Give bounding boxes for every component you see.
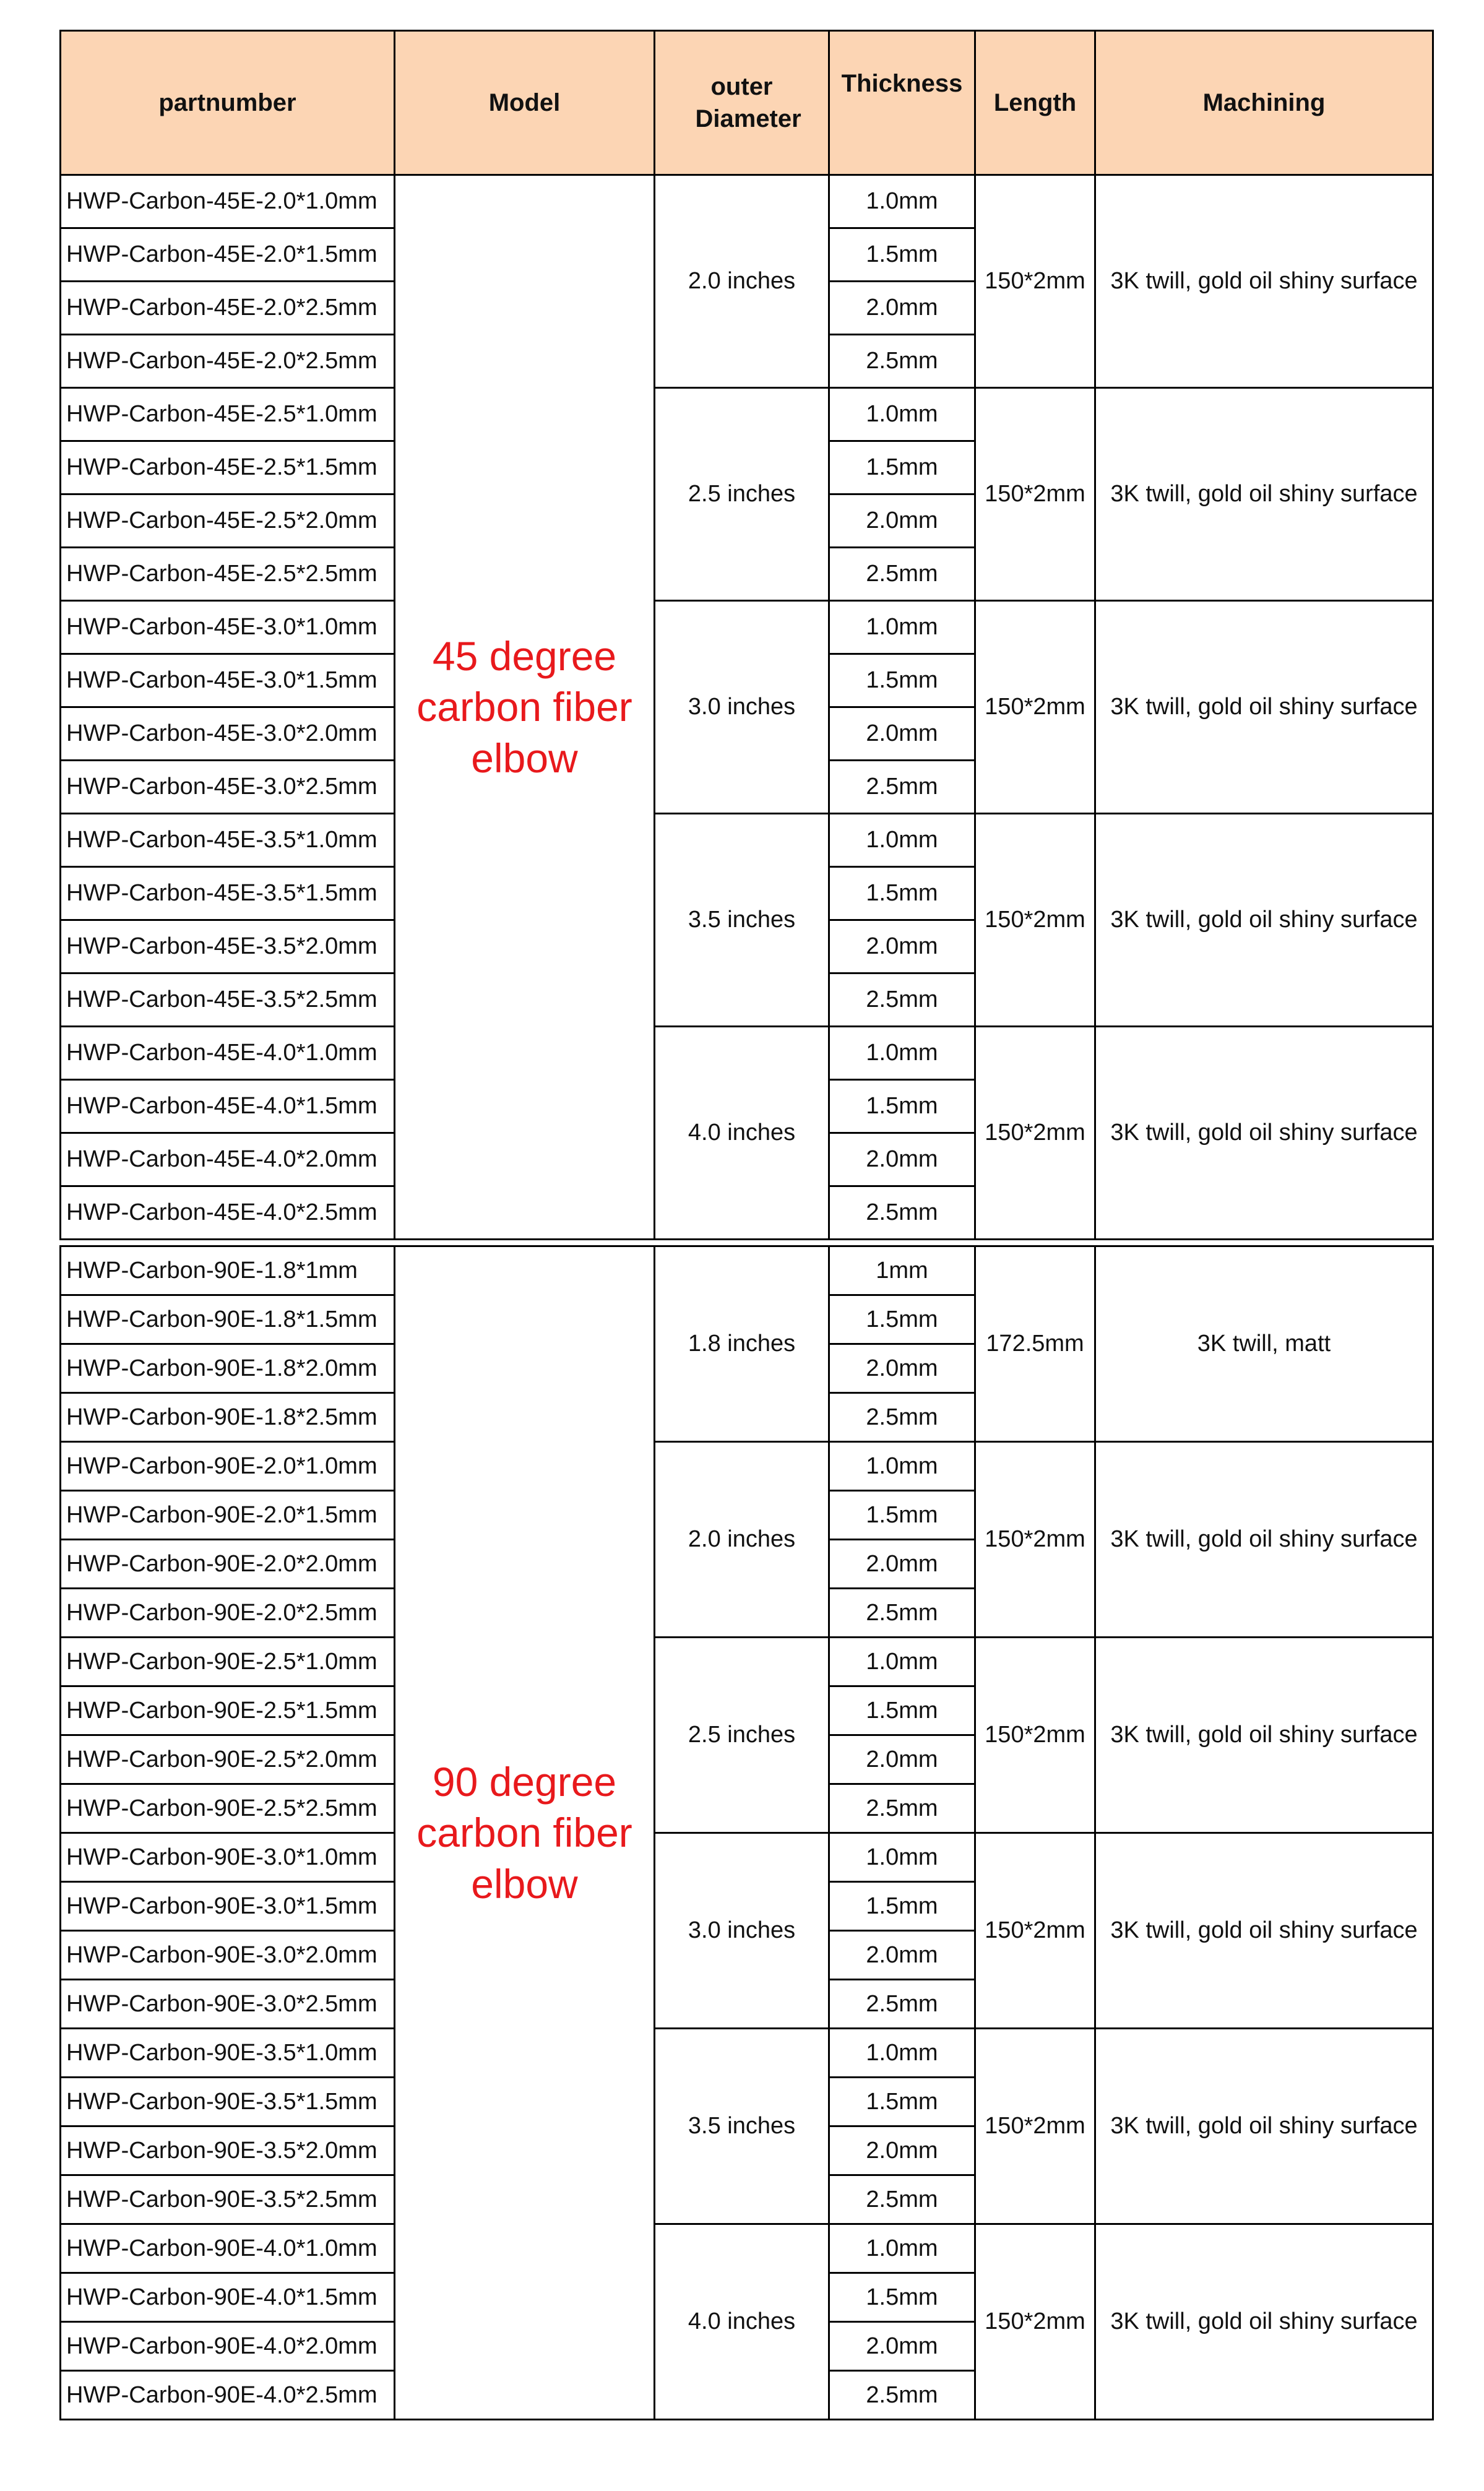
thickness-cell: 2.0mm [829, 1931, 975, 1980]
partnumber-cell: HWP-Carbon-90E-3.0*1.0mm [61, 1833, 395, 1882]
thickness-cell: 2.0mm [829, 1133, 975, 1186]
length-cell: 150*2mm [975, 2224, 1095, 2420]
thickness-cell: 2.5mm [829, 1393, 975, 1442]
partnumber-cell: HWP-Carbon-45E-2.0*2.5mm [61, 335, 395, 388]
length-cell: 150*2mm [975, 1027, 1095, 1240]
thickness-cell: 1mm [829, 1246, 975, 1295]
thickness-cell: 1.5mm [829, 1491, 975, 1540]
partnumber-cell: HWP-Carbon-90E-4.0*1.0mm [61, 2224, 395, 2273]
partnumber-cell: HWP-Carbon-45E-4.0*2.5mm [61, 1186, 395, 1240]
outer-diameter-cell: 4.0 inches [655, 2224, 829, 2420]
partnumber-cell: HWP-Carbon-90E-1.8*2.5mm [61, 1393, 395, 1442]
thickness-cell: 2.5mm [829, 761, 975, 814]
partnumber-cell: HWP-Carbon-90E-3.5*1.5mm [61, 2078, 395, 2126]
section-divider-cell [61, 1240, 1433, 1246]
header-length: Length [975, 31, 1095, 175]
partnumber-cell: HWP-Carbon-90E-1.8*2.0mm [61, 1344, 395, 1393]
thickness-cell: 1.0mm [829, 2029, 975, 2078]
thickness-cell: 2.5mm [829, 1980, 975, 2029]
thickness-cell: 1.5mm [829, 228, 975, 282]
partnumber-cell: HWP-Carbon-90E-3.0*1.5mm [61, 1882, 395, 1931]
thickness-cell: 2.0mm [829, 282, 975, 335]
machining-cell: 3K twill, gold oil shiny surface [1095, 814, 1433, 1027]
table-header [61, 31, 1433, 175]
length-cell: 172.5mm [975, 1246, 1095, 1442]
length-cell: 150*2mm [975, 175, 1095, 388]
partnumber-cell: HWP-Carbon-45E-3.0*2.5mm [61, 761, 395, 814]
partnumber-cell: HWP-Carbon-90E-2.0*1.5mm [61, 1491, 395, 1540]
partnumber-cell: HWP-Carbon-90E-2.0*2.5mm [61, 1589, 395, 1638]
thickness-cell: 2.0mm [829, 2126, 975, 2175]
thickness-cell: 1.0mm [829, 1638, 975, 1686]
thickness-cell: 1.5mm [829, 441, 975, 494]
header-thickness: Thickness [829, 31, 975, 175]
table-row [61, 814, 1433, 867]
table-row [61, 1638, 1433, 1686]
length-cell: 150*2mm [975, 601, 1095, 814]
model-cell: 90 degree carbon fiber elbow [395, 1246, 655, 2420]
outer-diameter-cell: 2.0 inches [655, 1442, 829, 1638]
table-row [61, 175, 1433, 228]
length-cell: 150*2mm [975, 814, 1095, 1027]
length-cell: 150*2mm [975, 1833, 1095, 2029]
thickness-cell: 1.5mm [829, 2273, 975, 2322]
thickness-cell: 1.0mm [829, 814, 975, 867]
thickness-cell: 2.0mm [829, 2322, 975, 2371]
table-body [61, 175, 1433, 2420]
partnumber-cell: HWP-Carbon-90E-1.8*1mm [61, 1246, 395, 1295]
thickness-cell: 1.5mm [829, 1080, 975, 1133]
thickness-cell: 2.5mm [829, 2371, 975, 2420]
header-partnumber: partnumber [61, 31, 395, 175]
thickness-cell: 1.0mm [829, 388, 975, 441]
table-row [61, 1027, 1433, 1080]
thickness-cell: 1.5mm [829, 1295, 975, 1344]
outer-diameter-cell: 4.0 inches [655, 1027, 829, 1240]
partnumber-cell: HWP-Carbon-45E-4.0*2.0mm [61, 1133, 395, 1186]
thickness-cell: 2.0mm [829, 1344, 975, 1393]
outer-diameter-cell: 3.5 inches [655, 814, 829, 1027]
partnumber-cell: HWP-Carbon-45E-2.0*1.0mm [61, 175, 395, 228]
machining-cell: 3K twill, gold oil shiny surface [1095, 388, 1433, 601]
thickness-cell: 2.5mm [829, 974, 975, 1027]
thickness-cell: 2.5mm [829, 1784, 975, 1833]
thickness-cell: 2.0mm [829, 494, 975, 548]
header-model: Model [395, 31, 655, 175]
header-machining: Machining [1095, 31, 1433, 175]
thickness-cell: 1.0mm [829, 175, 975, 228]
header-outer-diameter [655, 31, 829, 175]
thickness-cell: 1.5mm [829, 654, 975, 707]
partnumber-cell: HWP-Carbon-90E-2.5*1.5mm [61, 1686, 395, 1735]
partnumber-cell: HWP-Carbon-90E-3.5*1.0mm [61, 2029, 395, 2078]
machining-cell: 3K twill, gold oil shiny surface [1095, 1442, 1433, 1638]
thickness-cell: 2.0mm [829, 1735, 975, 1784]
machining-cell: 3K twill, gold oil shiny surface [1095, 2029, 1433, 2224]
machining-cell: 3K twill, gold oil shiny surface [1095, 175, 1433, 388]
partnumber-cell: HWP-Carbon-90E-3.5*2.5mm [61, 2175, 395, 2224]
partnumber-cell: HWP-Carbon-45E-2.5*2.5mm [61, 548, 395, 601]
outer-diameter-cell: 1.8 inches [655, 1246, 829, 1442]
table-row [61, 388, 1433, 441]
partnumber-cell: HWP-Carbon-45E-3.0*2.0mm [61, 707, 395, 761]
thickness-cell: 2.0mm [829, 707, 975, 761]
partnumber-cell: HWP-Carbon-90E-2.5*2.5mm [61, 1784, 395, 1833]
partnumber-cell: HWP-Carbon-90E-4.0*2.5mm [61, 2371, 395, 2420]
outer-diameter-cell: 3.0 inches [655, 1833, 829, 2029]
machining-cell: 3K twill, matt [1095, 1246, 1433, 1442]
length-cell: 150*2mm [975, 388, 1095, 601]
partnumber-cell: HWP-Carbon-90E-4.0*1.5mm [61, 2273, 395, 2322]
table-row [61, 2029, 1433, 2078]
partnumber-cell: HWP-Carbon-90E-2.0*2.0mm [61, 1540, 395, 1589]
section-divider [61, 1240, 1433, 1246]
partnumber-cell: HWP-Carbon-45E-4.0*1.0mm [61, 1027, 395, 1080]
partnumber-cell: HWP-Carbon-90E-4.0*2.0mm [61, 2322, 395, 2371]
thickness-cell: 1.5mm [829, 867, 975, 920]
model-cell: 45 degree carbon fiber elbow [395, 175, 655, 1240]
table-row [61, 1246, 1433, 1295]
partnumber-cell: HWP-Carbon-45E-4.0*1.5mm [61, 1080, 395, 1133]
thickness-cell: 1.5mm [829, 1686, 975, 1735]
partnumber-cell: HWP-Carbon-90E-2.5*2.0mm [61, 1735, 395, 1784]
table-row [61, 1442, 1433, 1491]
partnumber-cell: HWP-Carbon-90E-3.0*2.0mm [61, 1931, 395, 1980]
table-row [61, 1833, 1433, 1882]
thickness-cell: 1.0mm [829, 1027, 975, 1080]
partnumber-cell: HWP-Carbon-45E-2.5*1.0mm [61, 388, 395, 441]
thickness-cell: 2.0mm [829, 920, 975, 974]
product-spec-table [59, 30, 1434, 2420]
outer-diameter-cell: 3.5 inches [655, 2029, 829, 2224]
machining-cell: 3K twill, gold oil shiny surface [1095, 2224, 1433, 2420]
length-cell: 150*2mm [975, 2029, 1095, 2224]
partnumber-cell: HWP-Carbon-90E-2.0*1.0mm [61, 1442, 395, 1491]
thickness-cell: 2.5mm [829, 1589, 975, 1638]
partnumber-cell: HWP-Carbon-45E-3.0*1.0mm [61, 601, 395, 654]
partnumber-cell: HWP-Carbon-45E-3.5*1.5mm [61, 867, 395, 920]
thickness-cell: 2.5mm [829, 548, 975, 601]
partnumber-cell: HWP-Carbon-45E-2.5*2.0mm [61, 494, 395, 548]
thickness-cell: 1.5mm [829, 1882, 975, 1931]
thickness-cell: 2.5mm [829, 2175, 975, 2224]
partnumber-cell: HWP-Carbon-45E-2.0*2.5mm [61, 282, 395, 335]
outer-diameter-cell: 2.0 inches [655, 175, 829, 388]
partnumber-cell: HWP-Carbon-90E-1.8*1.5mm [61, 1295, 395, 1344]
thickness-cell: 2.5mm [829, 1186, 975, 1240]
partnumber-cell: HWP-Carbon-90E-2.5*1.0mm [61, 1638, 395, 1686]
thickness-cell: 1.0mm [829, 601, 975, 654]
machining-cell: 3K twill, gold oil shiny surface [1095, 1027, 1433, 1240]
header-outer-diameter-text: outer Diameter [695, 73, 801, 132]
partnumber-cell: HWP-Carbon-90E-3.0*2.5mm [61, 1980, 395, 2029]
thickness-cell: 2.5mm [829, 335, 975, 388]
partnumber-cell: HWP-Carbon-45E-3.5*1.0mm [61, 814, 395, 867]
length-cell: 150*2mm [975, 1442, 1095, 1638]
table-row [61, 601, 1433, 654]
partnumber-cell: HWP-Carbon-45E-3.5*2.0mm [61, 920, 395, 974]
length-cell: 150*2mm [975, 1638, 1095, 1833]
machining-cell: 3K twill, gold oil shiny surface [1095, 1638, 1433, 1833]
thickness-cell: 2.0mm [829, 1540, 975, 1589]
thickness-cell: 1.0mm [829, 1833, 975, 1882]
outer-diameter-cell: 2.5 inches [655, 1638, 829, 1833]
machining-cell: 3K twill, gold oil shiny surface [1095, 601, 1433, 814]
partnumber-cell: HWP-Carbon-90E-3.5*2.0mm [61, 2126, 395, 2175]
thickness-cell: 1.0mm [829, 2224, 975, 2273]
outer-diameter-cell: 2.5 inches [655, 388, 829, 601]
partnumber-cell: HWP-Carbon-45E-2.0*1.5mm [61, 228, 395, 282]
thickness-cell: 1.0mm [829, 1442, 975, 1491]
partnumber-cell: HWP-Carbon-45E-3.0*1.5mm [61, 654, 395, 707]
machining-cell: 3K twill, gold oil shiny surface [1095, 1833, 1433, 2029]
outer-diameter-cell: 3.0 inches [655, 601, 829, 814]
thickness-cell: 1.5mm [829, 2078, 975, 2126]
partnumber-cell: HWP-Carbon-45E-3.5*2.5mm [61, 974, 395, 1027]
header-row [61, 31, 1433, 175]
partnumber-cell: HWP-Carbon-45E-2.5*1.5mm [61, 441, 395, 494]
table-row [61, 2224, 1433, 2273]
